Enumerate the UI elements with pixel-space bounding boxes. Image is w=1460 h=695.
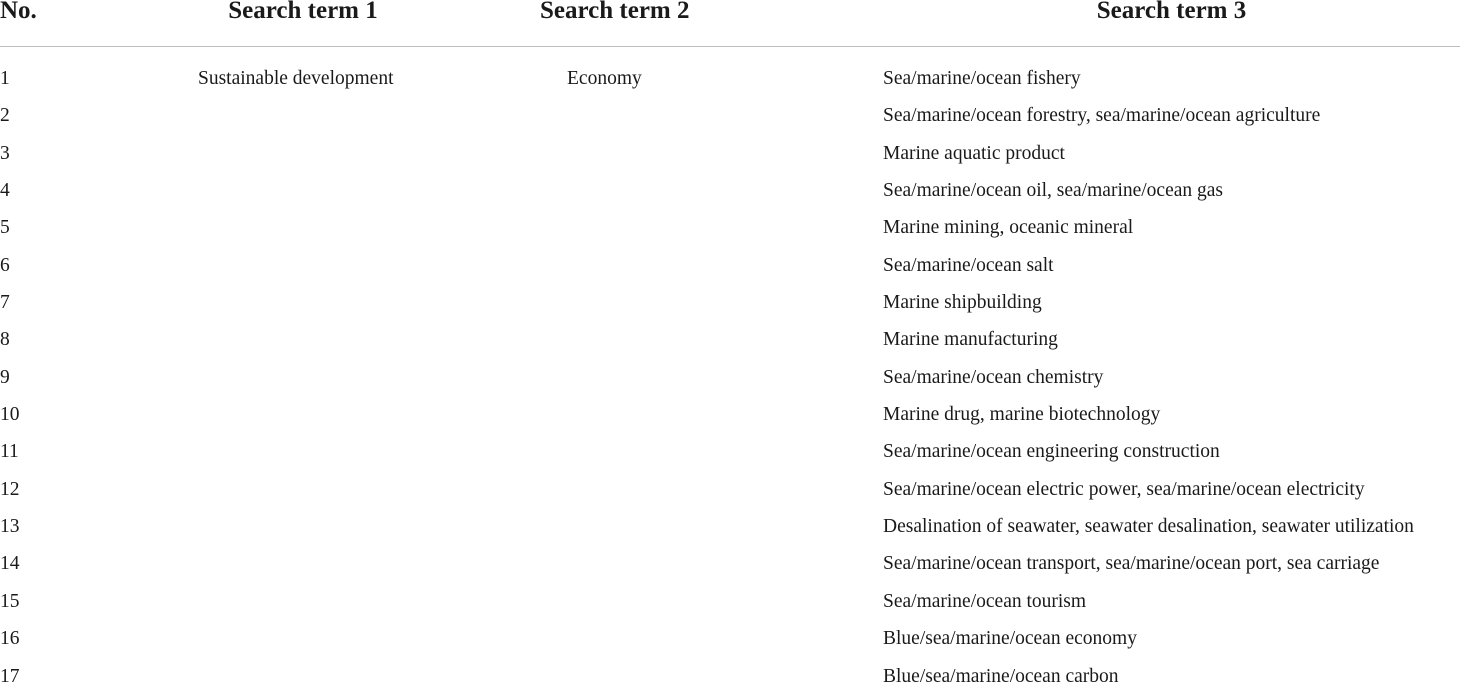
table-row bbox=[0, 321, 1460, 358]
header-divider bbox=[0, 46, 1460, 47]
search-term-1-cell: Sustainable development bbox=[198, 68, 394, 89]
table-row bbox=[0, 583, 1460, 620]
table-row bbox=[0, 620, 1460, 657]
search-term-3-cell: Sea/marine/ocean oil, sea/marine/ocean gas bbox=[883, 180, 1224, 202]
table-row bbox=[0, 508, 1460, 545]
table-row bbox=[0, 471, 1460, 508]
row-number: 12 bbox=[0, 478, 20, 500]
row-number: 13 bbox=[0, 516, 20, 538]
row-number: 5 bbox=[0, 217, 10, 239]
table-row bbox=[0, 247, 1460, 284]
row-number: 2 bbox=[0, 105, 10, 127]
table-body bbox=[0, 60, 1460, 695]
header-search-term-1: Search term 1 bbox=[228, 0, 378, 24]
search-term-3-cell: Marine manufacturing bbox=[883, 329, 1058, 351]
search-term-3-cell: Marine shipbuilding bbox=[883, 292, 1042, 314]
row-number: 3 bbox=[0, 142, 10, 164]
row-number: 8 bbox=[0, 329, 10, 351]
row-number: 6 bbox=[0, 254, 10, 276]
search-term-3-cell: Marine mining, oceanic mineral bbox=[883, 217, 1134, 239]
row-number: 11 bbox=[0, 441, 19, 463]
table-row bbox=[0, 135, 1460, 172]
search-term-3-cell: Sea/marine/ocean forestry, sea/marine/ocean agriculture bbox=[883, 105, 1321, 127]
search-term-3-cell: Sea/marine/ocean salt bbox=[883, 254, 1054, 276]
search-term-3-cell: Sea/marine/ocean fishery bbox=[883, 68, 1081, 89]
search-term-3-cell: Blue/sea/marine/ocean economy bbox=[883, 628, 1137, 650]
header-no: No. bbox=[0, 0, 37, 24]
search-term-3-cell: Desalination of seawater, seawater desalination, seawater utilization bbox=[883, 516, 1414, 538]
search-term-3-cell: Marine aquatic product bbox=[883, 142, 1065, 164]
row-number: 16 bbox=[0, 628, 20, 650]
table-row bbox=[0, 172, 1460, 209]
table-row bbox=[0, 433, 1460, 470]
row-number: 1 bbox=[0, 68, 10, 89]
search-term-3-cell: Sea/marine/ocean engineering construction bbox=[883, 441, 1220, 463]
row-number: 10 bbox=[0, 404, 20, 426]
table-row bbox=[0, 545, 1460, 582]
table-row bbox=[0, 396, 1460, 433]
search-term-3-cell: Marine drug, marine biotechnology bbox=[883, 404, 1161, 426]
header-search-term-2: Search term 2 bbox=[540, 0, 690, 24]
search-term-2-cell: Economy bbox=[567, 68, 642, 89]
row-number: 15 bbox=[0, 590, 20, 612]
row-number: 14 bbox=[0, 553, 20, 575]
row-number: 7 bbox=[0, 292, 10, 314]
search-term-3-cell: Sea/marine/ocean chemistry bbox=[883, 366, 1104, 388]
table-header-row bbox=[0, 0, 1460, 46]
table-row bbox=[0, 60, 1460, 97]
search-term-3-cell: Sea/marine/ocean electric power, sea/marine/ocean electricity bbox=[883, 478, 1365, 500]
search-term-3-cell: Sea/marine/ocean tourism bbox=[883, 590, 1087, 612]
table-row bbox=[0, 209, 1460, 246]
search-term-3-cell: Blue/sea/marine/ocean carbon bbox=[883, 665, 1119, 687]
table-row bbox=[0, 658, 1460, 695]
table-row bbox=[0, 359, 1460, 396]
table-row bbox=[0, 284, 1460, 321]
header-search-term-3: Search term 3 bbox=[1096, 0, 1247, 24]
row-number: 4 bbox=[0, 180, 10, 202]
row-number: 17 bbox=[0, 665, 20, 687]
table-row bbox=[0, 97, 1460, 134]
row-number: 9 bbox=[0, 366, 10, 388]
search-term-3-cell: Sea/marine/ocean transport, sea/marine/ocean port, sea carriage bbox=[883, 553, 1380, 575]
